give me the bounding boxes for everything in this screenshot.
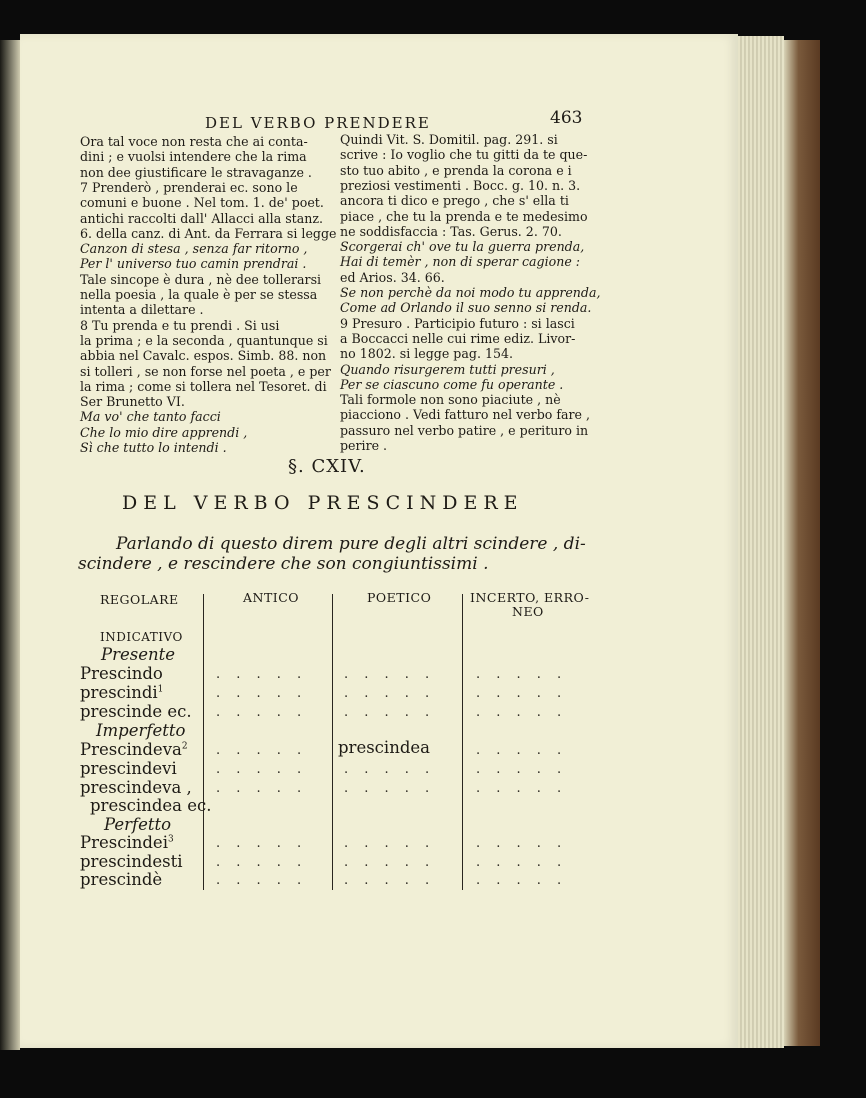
right-column-line: ne soddisfaccia : Tas. Gerus. 2. 70. — [340, 223, 562, 239]
mood-label: INDICATIVO — [100, 630, 183, 644]
dot-leader: . . . . . — [216, 667, 308, 682]
left-column-line: antichi raccolti dall' Allacci alla stanz. — [80, 210, 323, 226]
right-column-line: passuro nel verbo patire , e perituro in — [340, 422, 589, 438]
left-column-line: 7 Prenderò , prenderai ec. sono le — [80, 179, 298, 195]
dot-leader: . . . . . — [476, 762, 568, 777]
header-incerto: INCERTO, ERRO- — [470, 590, 590, 605]
left-column-line: Canzon di stesa , senza far ritorno , — [80, 241, 308, 257]
tense-presente: Presente — [101, 645, 176, 664]
right-column-line: Quindi Vit. S. Domitil. pag. 291. si — [340, 132, 558, 147]
page-stack-edge — [738, 36, 784, 1048]
right-column-line: a Boccacci nelle cui rime ediz. Livor- — [340, 330, 576, 346]
right-column-line: Hai di temèr , non di sperar cagione : — [340, 254, 581, 270]
left-column-line: 6. della canz. di Ant. da Ferrara si legge — [80, 225, 337, 241]
dot-leader: . . . . . — [344, 686, 436, 701]
left-column-line: nella poesia , la quale è per se stessa — [80, 287, 318, 302]
section-intro-line-1: Parlando di questo direm pure degli altri scindere , di- — [116, 534, 586, 554]
left-column-line: Ora tal voce non resta che ai conta- — [80, 134, 308, 149]
form-prescinde-perf: prescindè — [80, 870, 163, 889]
tense-perfetto: Perfetto — [104, 815, 172, 834]
right-column-line: Quando risurgerem tutti presuri , — [340, 361, 555, 377]
left-column-line: abbia nel Cavalc. espos. Simb. 88. non — [80, 348, 327, 364]
header-poetico: POETICO — [367, 590, 432, 605]
column-rule-1 — [203, 594, 204, 890]
dot-leader: . . . . . — [216, 873, 308, 888]
right-column-line: Se non perchè da noi modo tu apprenda, — [340, 285, 601, 300]
dot-leader: . . . . . — [476, 705, 568, 720]
dot-leader: . . . . . — [216, 836, 308, 851]
left-page-edge — [0, 40, 20, 1050]
dot-leader: . . . . . — [216, 686, 308, 701]
form-prescindei: Prescindei$^3$ — [80, 833, 174, 852]
form-prescindevi: prescindevi — [80, 759, 177, 778]
dot-leader: . . . . . — [344, 762, 436, 777]
running-title: DEL VERBO PRENDERE — [205, 114, 431, 132]
right-column-line: Per se ciascuno come fu operante . — [340, 376, 564, 392]
form-prescindea: prescindea ec. — [90, 796, 212, 815]
dot-leader: . . . . . — [476, 743, 568, 758]
left-column-line: dini ; e vuolsi intendere che la rima — [80, 149, 307, 165]
dot-leader: . . . . . — [476, 686, 568, 701]
section-number: §. CXIV. — [288, 456, 366, 477]
form-prescindesti: prescindesti — [80, 852, 183, 871]
right-column-line: Scorgerai ch' ove tu la guerra prenda, — [340, 239, 585, 255]
header-regolare: REGOLARE — [100, 592, 179, 607]
form-prescinde: prescinde ec. — [80, 702, 192, 721]
left-column-line: non dee giustificare le stravaganze . — [80, 164, 312, 180]
left-column-line: Ma vo' che tanto facci — [80, 409, 221, 425]
header-antico: ANTICO — [243, 590, 300, 605]
left-column-line: la rima ; come si tollera nel Tesoret. di — [80, 378, 327, 394]
right-column-line: piacciono . Vedi fatturo nel verbo fare , — [340, 407, 590, 423]
right-column-line: Tali formole non sono piaciute , nè — [340, 392, 561, 408]
dot-leader: . . . . . — [344, 667, 436, 682]
dot-leader: . . . . . — [344, 873, 436, 888]
form-prescindi: prescindi$^1$ — [80, 683, 164, 702]
left-column-line: Per l' universo tuo camin prendrai . — [80, 256, 307, 272]
right-column-line: ancora ti dico e prego , che s' ella ti — [340, 193, 569, 209]
dot-leader: . . . . . — [344, 855, 436, 870]
dot-leader: . . . . . — [344, 705, 436, 720]
dot-leader: . . . . . — [216, 781, 308, 796]
left-column-line: Sì che tutto lo intendi . — [80, 440, 227, 455]
book-cover — [784, 40, 820, 1046]
right-column-line: 9 Presuro . Participio futuro : si lasci — [340, 315, 575, 331]
left-column-line: Tale sincope è dura , nè dee tollerarsi — [80, 271, 322, 287]
dot-leader: . . . . . — [216, 855, 308, 870]
section-title: DEL VERBO PRESCINDERE — [122, 492, 524, 514]
right-column-line: ed Arios. 34. 66. — [340, 269, 445, 285]
left-column-line: la prima ; e la seconda , quantunque si — [80, 332, 328, 348]
dot-leader: . . . . . — [216, 705, 308, 720]
column-rule-2 — [332, 594, 333, 890]
left-column-line: Ser Brunetto VI. — [80, 394, 185, 410]
left-column-line: Che lo mio dire apprendi , — [80, 424, 248, 440]
right-column-line: scrive : Io voglio che tu gitti da te que- — [340, 147, 588, 163]
left-column-line: comuni e buone . Nel tom. 1. de' poet. — [80, 195, 324, 211]
right-column-line: piace , che tu la prenda e te medesimo — [340, 208, 588, 224]
column-rule-3 — [462, 594, 463, 890]
right-column-line: no 1802. si legge pag. 154. — [340, 346, 513, 362]
tense-imperfetto: Imperfetto — [96, 721, 186, 740]
dot-leader: . . . . . — [344, 781, 436, 796]
dot-leader: . . . . . — [216, 762, 308, 777]
right-column-line: Come ad Orlando il suo senno si renda. — [340, 300, 592, 316]
poetico-prescindea: prescindea — [338, 738, 430, 757]
form-prescindo: Prescindo — [80, 664, 163, 683]
section-intro-line-2: scindere , e rescindere che son congiuntissimi . — [78, 554, 489, 574]
dot-leader: . . . . . — [476, 781, 568, 796]
dot-leader: . . . . . — [476, 855, 568, 870]
page-number: 463 — [550, 108, 583, 128]
right-column-line: sto tuo abito , e prenda la corona e i — [340, 162, 572, 178]
left-column-line: si tolleri , se non forse nel poeta , e per — [80, 363, 331, 379]
dot-leader: . . . . . — [476, 667, 568, 682]
left-column-line: 8 Tu prenda e tu prendi . Si usi — [80, 317, 280, 333]
right-column-line: perire . — [340, 438, 388, 453]
form-prescindeva-2: prescindeva , — [80, 778, 192, 797]
form-prescindeva: Prescindeva$^2$ — [80, 740, 188, 759]
dot-leader: . . . . . — [476, 873, 568, 888]
dot-leader: . . . . . — [216, 743, 308, 758]
right-column-line: preziosi vestimenti . Bocc. g. 10. n. 3. — [340, 177, 581, 193]
left-column-line: intenta a dilettare . — [80, 302, 204, 318]
header-erroneo: NEO — [512, 604, 544, 619]
dot-leader: . . . . . — [344, 836, 436, 851]
dot-leader: . . . . . — [476, 836, 568, 851]
